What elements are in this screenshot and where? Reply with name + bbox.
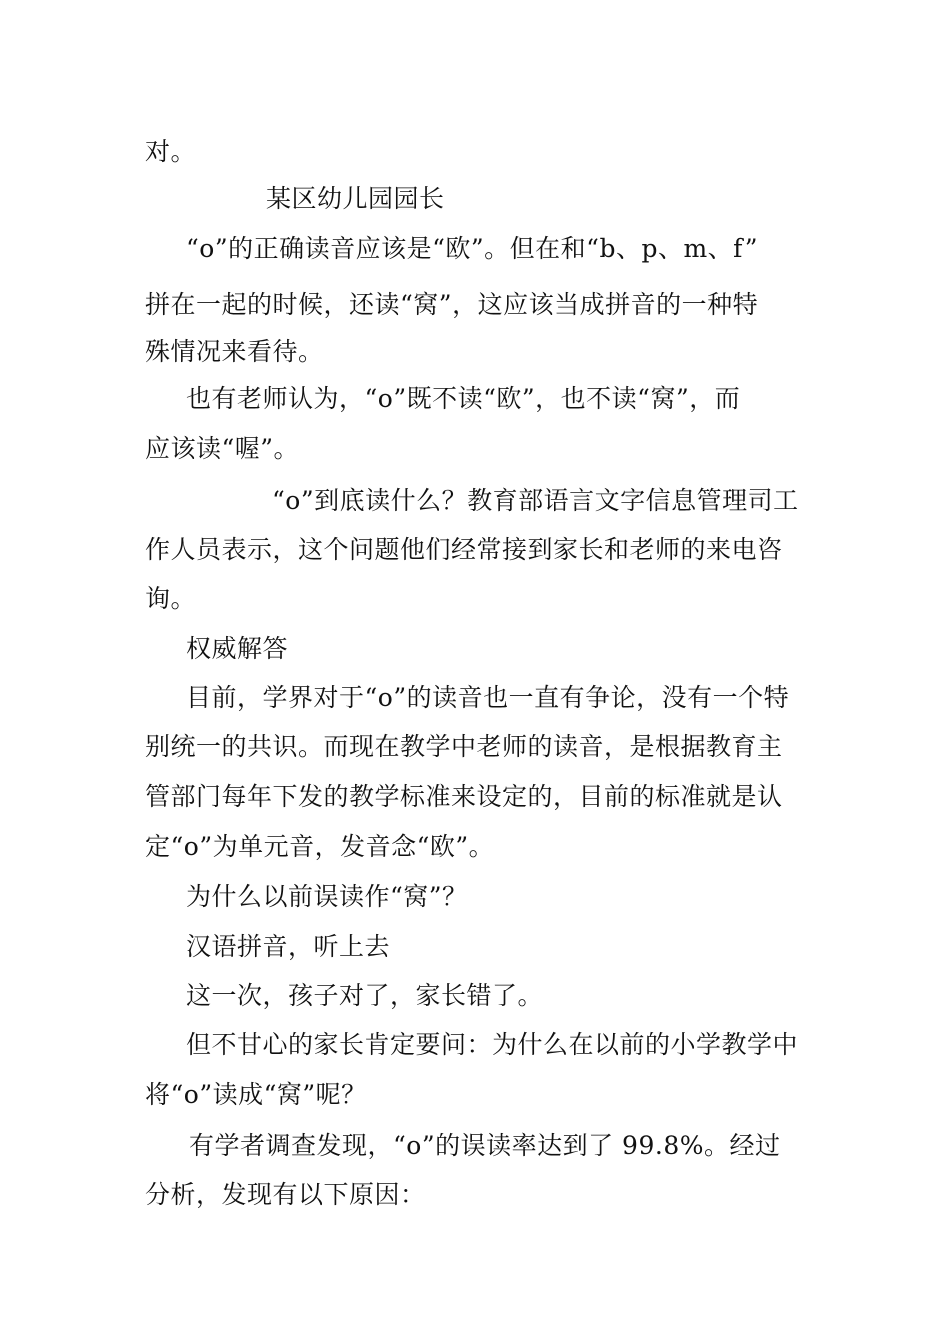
text-line: 这一次，孩子对了，家长错了。 <box>186 981 544 1010</box>
text-line: 殊情况来看待。 <box>145 337 324 366</box>
text-line: “o”的正确读音应该是“欧”。但在和“b、p、m、f” <box>186 234 759 263</box>
text-line: 有学者调查发现，“o”的误读率达到了 99.8%。经过 <box>189 1131 781 1160</box>
text-line: 作人员表示，这个问题他们经常接到家长和老师的来电咨 <box>145 535 783 564</box>
text-line: 汉语拼音，听上去 <box>186 932 391 961</box>
text-line: “o”到底读什么？教育部语言文字信息管理司工 <box>272 486 799 515</box>
text-line: 定“o”为单元音，发音念“欧”。 <box>145 832 495 861</box>
text-line: 应该读“喔”。 <box>145 434 300 463</box>
text-line: 也有老师认为，“o”既不读“欧”，也不读“窝”，而 <box>186 384 741 413</box>
text-line: 别统一的共识。而现在教学中老师的读音，是根据教育主 <box>145 732 783 761</box>
text-line: 目前，学界对于“o”的读音也一直有争论，没有一个特 <box>186 683 790 712</box>
section-heading: 为什么以前误读作“窝”？ <box>186 882 468 911</box>
section-heading: 权威解答 <box>186 634 289 663</box>
text-line: 管部门每年下发的教学标准来设定的，目前的标准就是认 <box>145 782 783 811</box>
author-line: 某区幼儿园园长 <box>266 184 445 213</box>
text-line: 分析，发现有以下原因： <box>145 1180 426 1209</box>
text-line: 询。 <box>145 584 197 613</box>
text-line: 将“o”读成“窝”呢？ <box>145 1080 367 1109</box>
text-line: 对。 <box>145 137 197 166</box>
text-line: 拼在一起的时候，还读“窝”，这应该当成拼音的一种特 <box>145 290 759 319</box>
text-line: 但不甘心的家长肯定要问：为什么在以前的小学教学中 <box>186 1030 799 1059</box>
